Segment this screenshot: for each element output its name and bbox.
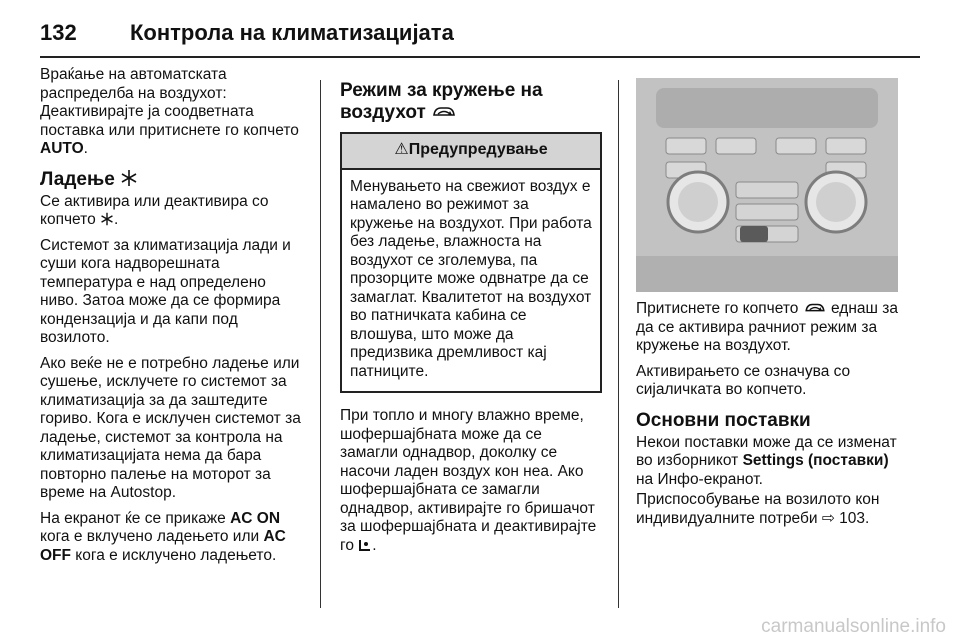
air-recirculation-icon xyxy=(803,301,827,315)
paragraph-auto-distribution: Враќање на автоматската распределба на воздухот: Деактивирајте ја соодветната поставка или притиснете го копчето AUTO. xyxy=(40,66,299,157)
paragraph-cooling-button: Се активира или деактивира со копчето . xyxy=(40,192,269,228)
heading-basic-settings: Основни поставки xyxy=(636,409,811,431)
snowflake-icon xyxy=(120,169,138,187)
warning-header: ⚠Предупредување xyxy=(342,134,600,170)
page-header xyxy=(40,18,920,56)
column-divider xyxy=(320,80,321,608)
paragraph-display-status: На екранот ќе се прикаже AC ON кога е вклучено ладењето или AC OFF кога е исклучено ладењето. xyxy=(40,509,286,564)
climate-control-panel-photo xyxy=(636,78,898,292)
warning-box xyxy=(340,132,602,393)
column-divider xyxy=(618,80,619,608)
heading-cooling: Ладење xyxy=(40,169,304,191)
control-panel-illustration xyxy=(636,78,898,292)
warning-icon: ⚠ xyxy=(394,141,409,158)
paragraph-windshield-fog: При топло и многу влажно време, шофершајбната може да се замагли однадвор, доколку се насочи ладен воздух кон неа. Ако шофершајбната се замагли однадвор, активирајте го бришачот за шофершајбната и деактивирајте го . xyxy=(340,407,597,554)
header-rule xyxy=(40,56,920,58)
air-recirculation-icon xyxy=(431,104,457,120)
paragraph-indicator-light: Активирањето се означува со сијаличката во копчето. xyxy=(636,362,851,398)
snowflake-icon xyxy=(100,212,114,226)
column-1 xyxy=(40,66,304,572)
page-reference-arrow-icon: ⇨ xyxy=(821,509,835,527)
page-reference[interactable]: 103 xyxy=(839,509,866,527)
paragraph-fuel-saving: Ако веќе не е потребно ладење или сушење, исклучете го системот за климатизација за да заштедите гориво. Кога е исклучен системот за ладење, системот за контрола на климатизацијата нема да бара повторно палење на моторот за време на Autostop. xyxy=(40,354,301,501)
page-title: Контрола на климатизацијата xyxy=(130,20,454,45)
cooling-button-icon xyxy=(358,538,372,552)
paragraph-settings-menu: Некои поставки може да се изменат во изборникот Settings (поставки) на Инфо-екранот. xyxy=(636,433,897,488)
warning-text: Менувањето на свежиот воздух е намалено во режимот за кружење на воздухот. При работа без ладење, влажноста на воздухот се зголемува, па прозорците може одвнатре да се замаглат. Квалитетот на воздухот во патничката кабина се влошува, што може да предизвика дремливост кај патниците. xyxy=(350,177,592,380)
column-3 xyxy=(636,300,906,535)
paragraph-personalization: Приспособување на возилото кон индивидуалните потреби ⇨ 103. xyxy=(636,491,880,527)
column-2 xyxy=(340,66,602,562)
paragraph-condensation: Системот за климатизација лади и суши кога надворешната температура е над определено ниво. Затоа може да се формира кондензација и да капи под возилото. xyxy=(40,236,291,346)
paragraph-press-button: Притиснете го копчето еднаш за да се активира рачниот режим за кружење на воздухот. xyxy=(636,300,898,354)
watermark: carmanualsonline.info xyxy=(761,616,946,637)
heading-recirculation: Режим за кружење на воздухот xyxy=(340,80,543,123)
page-number: 132 xyxy=(40,20,77,45)
